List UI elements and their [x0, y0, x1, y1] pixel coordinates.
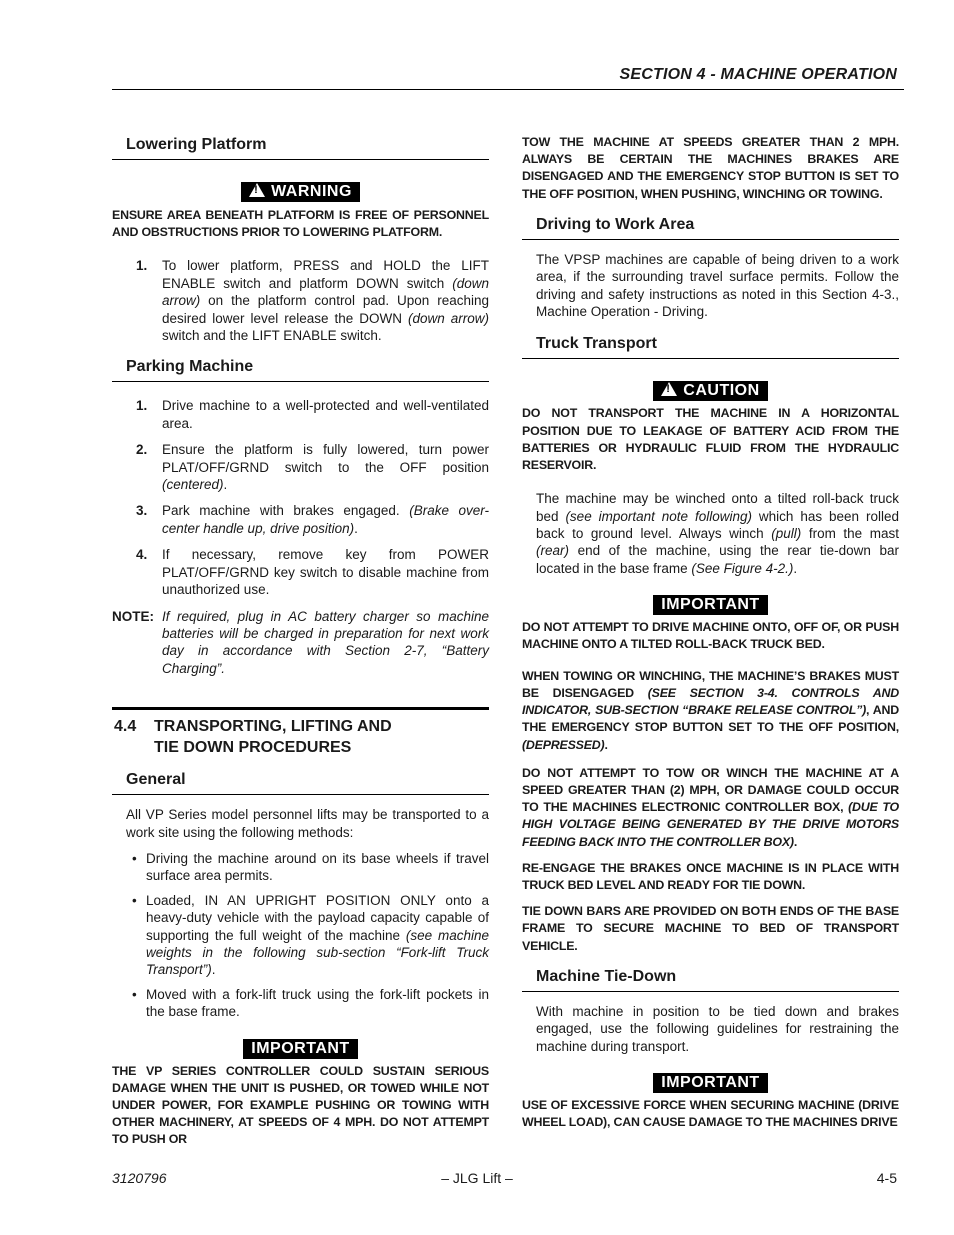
note-label: NOTE: [112, 608, 154, 624]
caution-triangle-icon [661, 382, 677, 396]
list-item: • Driving the machine around on its base wheels if travel surface area permits. [132, 850, 489, 884]
list-item: 1. Drive machine to a well-protected and well-ventilated area. [136, 398, 489, 431]
parking-machine-heading: Parking Machine [112, 358, 489, 382]
warning-banner [112, 182, 489, 202]
parking-steps [112, 397, 489, 598]
caution-badge: !CAUTION [653, 381, 767, 401]
note: NOTE: If required, plug in AC battery charger so machine batteries will be charged in preparation for next work day in accordance with Section 2-7, “Battery Charging”. [112, 608, 489, 676]
lowering-steps [112, 257, 489, 344]
caution-banner [522, 381, 899, 401]
tie-down-text: With machine in position to be tied down and brakes engaged, use the following guidelines for restraining the machine during transport. [536, 1003, 899, 1054]
important-paragraph: DO NOT ATTEMPT TO DRIVE MACHINE ONTO, OFF OF, OR PUSH MACHINE ONTO A TILTED ROLL-BACK TRUCK BED. [522, 620, 899, 652]
general-text: All VP Series model personnel lifts may be transported to a work site using the following methods: [126, 807, 489, 840]
lowering-platform-heading: Lowering Platform [112, 136, 489, 160]
footer-page-number: 4-5 [876, 1170, 897, 1186]
right-column [522, 108, 899, 1131]
important-badge: IMPORTANT [653, 1073, 767, 1093]
driving-heading: Driving to Work Area [522, 216, 899, 240]
important-paragraph: TIE DOWN BARS ARE PROVIDED ON BOTH ENDS OF THE BASE FRAME TO SECURE MACHINE TO BED OF TRANSPORT VEHICLE. [522, 904, 899, 953]
section-header-title: SECTION 4 - MACHINE OPERATION [619, 66, 897, 83]
general-heading: General [112, 771, 489, 795]
important-banner [522, 1073, 899, 1093]
important-badge: IMPORTANT [653, 595, 767, 615]
list-item: • Moved with a fork-lift truck using the fork-lift pockets in the base frame. [132, 986, 489, 1020]
header-rule [112, 89, 904, 90]
list-item: • Loaded, IN AN UPRIGHT POSITION ONLY onto a heavy-duty vehicle with the payload capacity capable of supporting the full weight of the machine (see machine weights in the following sub-section “Fork-lift Truck Transport”). [132, 892, 489, 978]
transport-methods [112, 850, 489, 1021]
important-badge: IMPORTANT [243, 1039, 357, 1059]
warning-text: ENSURE AREA BENEATH PLATFORM IS FREE OF PERSONNEL AND OBSTRUCTIONS PRIOR TO LOWERING PLATFORM. [112, 208, 489, 240]
left-column [112, 108, 489, 1149]
important-text: USE OF EXCESSIVE FORCE WHEN SECURING MACHINE (DRIVE WHEEL LOAD), CAN CAUSE DAMAGE TO THE MACHINES DRIVE [522, 1097, 899, 1130]
warning-triangle-icon [249, 183, 265, 197]
important-continued-text: TOW THE MACHINE AT SPEEDS GREATER THAN 2 MPH. ALWAYS BE CERTAIN THE MACHINES BRAKES ARE DISENGAGED AND THE EMERGENCY STOP BUTTON IS SET TO THE OFF POSITION, WHEN PUSHING, WINCHING OR TOWING. [522, 135, 899, 201]
list-item: 3. Park machine with brakes engaged. (Brake over-center handle up, drive position). [136, 503, 489, 536]
warning-badge: !WARNING [241, 182, 360, 202]
list-item: 4. If necessary, remove key from POWER PLAT/OFF/GRND key switch to disable machine from unauthorized use. [136, 547, 489, 598]
important-paragraph: DO NOT ATTEMPT TO TOW OR WINCH THE MACHINE AT A SPEED GREATER THAN (2) MPH, OR DAMAGE COULD OCCUR TO THE MACHINES ELECTRONIC CONTROLLER BOX, (DUE TO HIGH VOLTAGE BEING GENERATED BY THE DRIVE MOTORS FEEDING BACK INTO THE CONTROLLER BOX). [522, 765, 899, 849]
footer-brand: – JLG Lift – [441, 1170, 513, 1186]
footer-doc-number: 3120796 [112, 1170, 167, 1186]
section-heading: 4.4 TRANSPORTING, LIFTING AND TIE DOWN PROCEDURES [114, 718, 392, 757]
important-banner [112, 1039, 489, 1059]
caution-text: DO NOT TRANSPORT THE MACHINE IN A HORIZONTAL POSITION DUE TO LEAKAGE OF BATTERY ACID FROM THE BATTERIES OR HYDRAULIC FLUID FROM THE HYDRAULIC RESERVOIR. [522, 406, 899, 473]
truck-transport-heading: Truck Transport [522, 335, 899, 359]
important-banner [522, 595, 899, 615]
important-paragraph: RE-ENGAGE THE BRAKES ONCE MACHINE IS IN PLACE WITH TRUCK BED LEVEL AND READY FOR TIE DOWN. [522, 860, 899, 892]
truck-transport-text: The machine may be winched onto a tilted roll-back truck bed (see important note following) which has been rolled back to ground level. Always winch (pull) from the mast (rear) end of the machine, using the rear tie-down bar located in the base frame (See Figure 4-2.). [536, 491, 899, 576]
important-paragraph: WHEN TOWING OR WINCHING, THE MACHINE’S BRAKES MUST BE DISENGAGED (SEE SECTION 3-4. CONTROLS AND INDICATOR, SUB-SECTION “BRAKE RELEASE CONTROL”), AND THE EMERGENCY STOP BUTTON SET TO THE OFF POSITION, (DEPRESSED). [522, 668, 899, 752]
list-item: 2. Ensure the platform is fully lowered, turn power PLAT/OFF/GRND switch to the OFF position (centered). [136, 442, 489, 493]
important-text: THE VP SERIES CONTROLLER COULD SUSTAIN SERIOUS DAMAGE WHEN THE UNIT IS PUSHED, OR TOWED WHILE NOT UNDER POWER, FOR EXAMPLE PUSHING OR TOWING WITH OTHER MACHINERY, AT SPEEDS OF 4 MPH. DO NOT ATTEMPT TO PUSH OR [112, 1063, 489, 1147]
machine-tie-down-heading: Machine Tie-Down [522, 968, 899, 992]
list-item: 1. To lower platform, PRESS and HOLD the LIFT ENABLE switch and platform DOWN switch (down arrow) on the platform control pad. Upon reaching desired lower level release the DOWN (down arrow) switch and the LIFT ENABLE switch. [136, 258, 489, 344]
driving-text: The VPSP machines are capable of being driven to a work area, if the surrounding travel surface permits. Follow the driving and safety instructions as noted in this Section 4-3., Machine Operation - Driving. [536, 251, 899, 320]
